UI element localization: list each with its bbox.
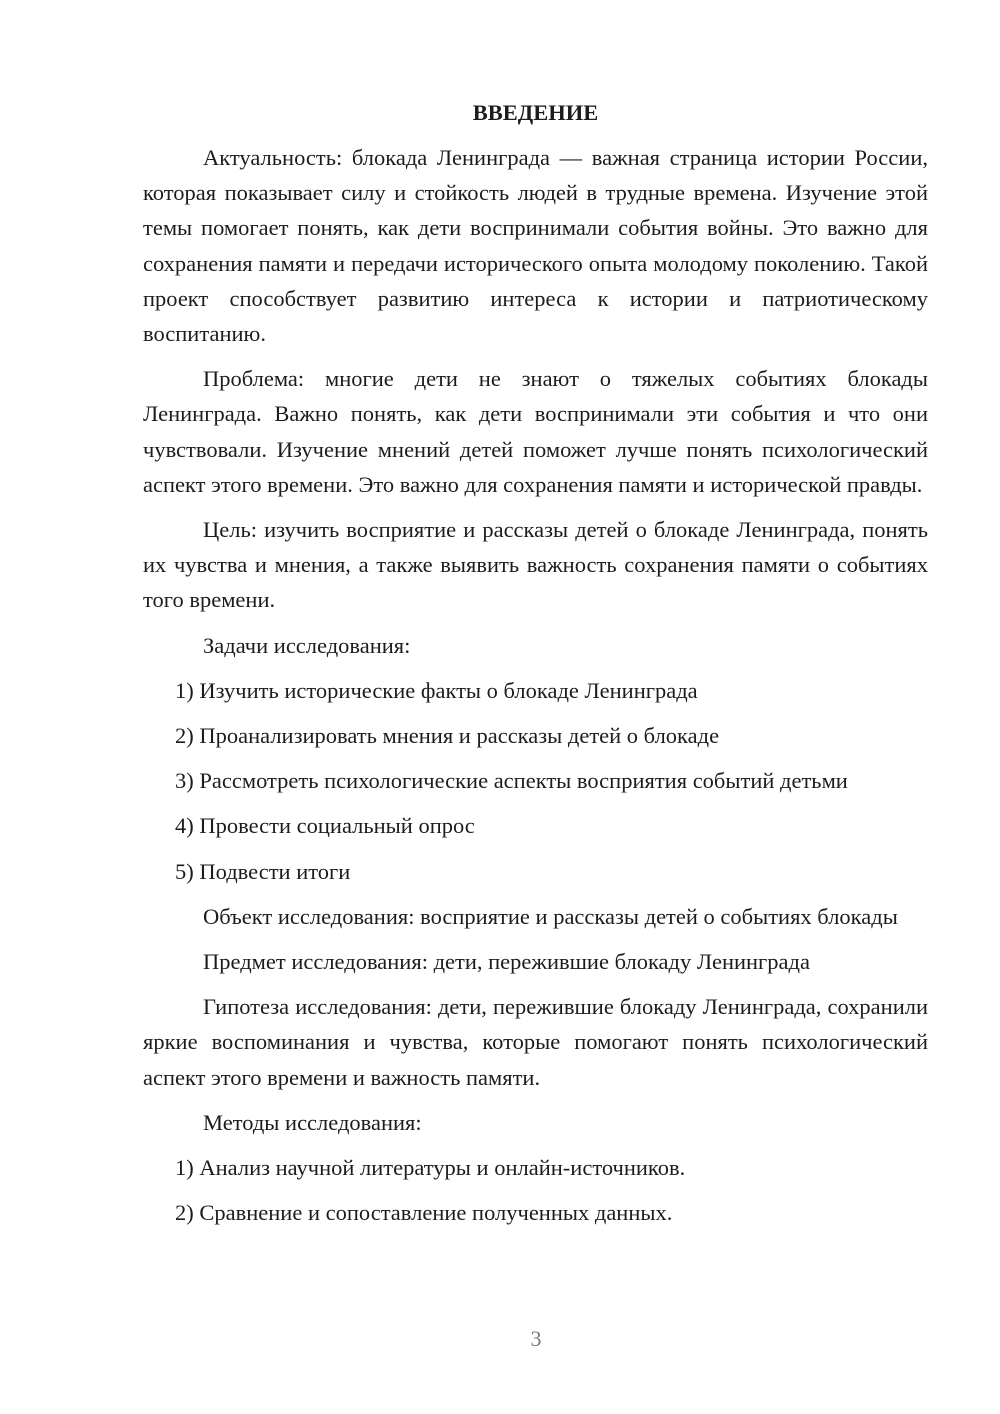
page-title: ВВЕДЕНИЕ [472,100,599,125]
task-item: 4) Провести социальный опрос [175,813,475,839]
methods-heading: Методы исследования: [203,1109,422,1135]
task-item: 2) Проанализировать мнения и рассказы детей о блокаде [175,723,720,749]
method-item: 1) Анализ научной литературы и онлайн-источников. [175,1155,686,1181]
task-item: 3) Рассмотреть психологические аспекты восприятия событий детьми [175,768,848,794]
problem-paragraph: Проблема: многие дети не знают о тяжелых событиях блокады Ленинграда. Важно понять, как дети воспринимали эти события и что они чувствовали. Изучение мнений детей поможет лучше понять психологический аспект этого времени. Это важно для сохранения памяти и исторической правды. [143,366,928,497]
method-item: 2) Сравнение и сопоставление полученных данных. [175,1200,673,1226]
relevance-paragraph: Актуальность: блокада Ленинграда — важная страница истории России, которая показывает силу и стойкость людей в трудные времена. Изучение этой темы помогает понять, как дети воспринимали события войны. Это важно для сохранения памяти и передачи исторического опыта молодому поколению. Такой проект способствует развитию интереса к истории и патриотическому воспитанию. [143,145,928,347]
task-item: 1) Изучить исторические факты о блокаде Ленинграда [175,677,698,703]
subject-paragraph: Предмет исследования: дети, пережившие блокаду Ленинграда [203,949,810,975]
object-paragraph: Объект исследования: восприятие и рассказы детей о событиях блокады [203,903,898,929]
page-content [143,95,928,1240]
tasks-heading: Задачи исследования: [203,632,411,658]
hypothesis-paragraph: Гипотеза исследования: дети, пережившие блокаду Ленинграда, сохранили яркие воспоминания и чувства, которые помогают понять психологический аспект этого времени и важность памяти. [143,994,928,1090]
task-item: 5) Подвести итоги [175,858,351,884]
page-number: 3 [530,1326,542,1351]
goal-paragraph: Цель: изучить восприятие и рассказы детей о блокаде Ленинграда, понять их чувства и мнения, а также выявить важность сохранения памяти о событиях того времени. [143,517,928,613]
